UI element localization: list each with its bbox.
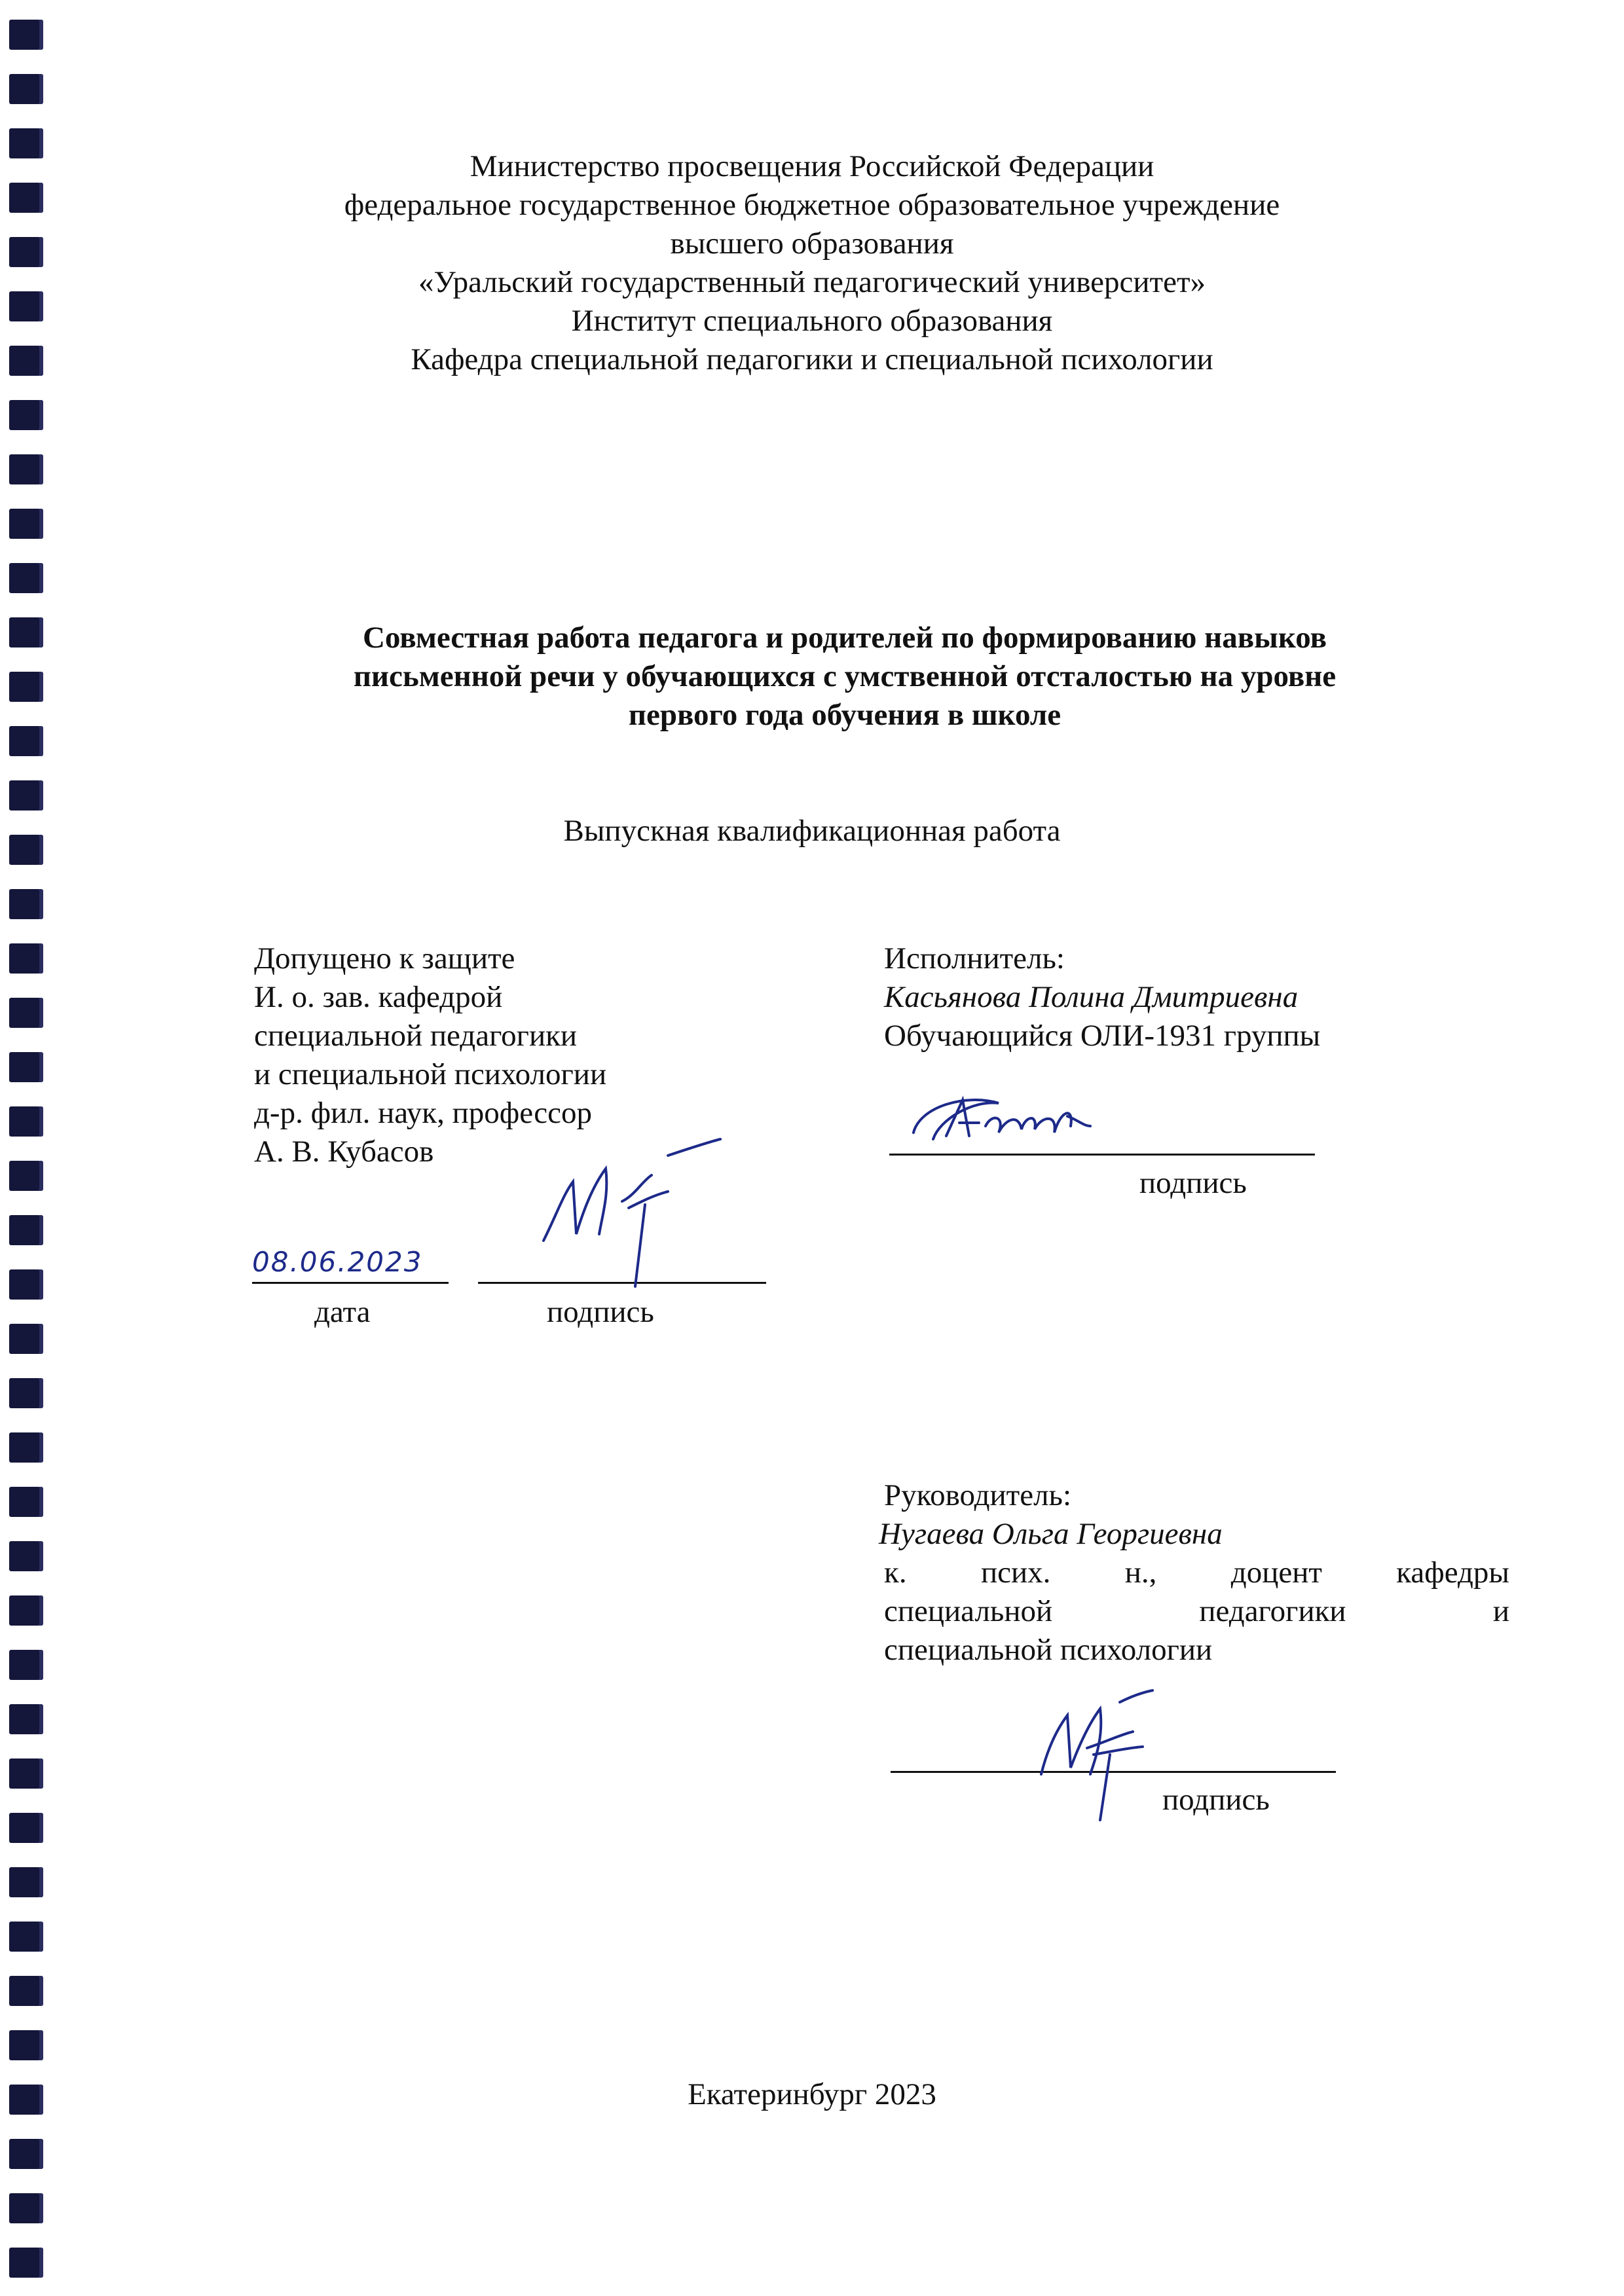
binding-hole: [9, 1269, 43, 1300]
binding-hole: [9, 1976, 43, 2006]
binding-hole: [9, 672, 43, 702]
university-name: «Уральский государственный педагогический университет»: [418, 265, 1206, 299]
binding-hole: [9, 1922, 43, 1952]
binding-hole: [9, 1867, 43, 1897]
city-year: Екатеринбург 2023: [688, 2077, 936, 2111]
title-line-1: Совместная работа педагога и родителей по формированию навыков: [362, 621, 1327, 655]
admission-degree: д-р. фил. наук, профессор: [254, 1096, 592, 1130]
ministry-line: Министерство просвещения Российской Федерации: [470, 149, 1154, 183]
date-line: [252, 1282, 449, 1284]
binding-hole: [9, 563, 43, 593]
binding-hole: [9, 1487, 43, 1517]
admission-block: [254, 939, 606, 1171]
admission-department-1: специальной педагогики: [254, 1019, 578, 1053]
binding-hole: [9, 1704, 43, 1734]
binding-hole: [9, 889, 43, 919]
binding-hole: [9, 509, 43, 539]
binding-hole: [9, 943, 43, 974]
executor-signature: [907, 1087, 1103, 1159]
supervisor-signature-label: подпись: [1162, 1783, 1270, 1817]
binding-hole: [9, 2030, 43, 2060]
supervisor-signature: [1022, 1696, 1166, 1827]
executor-block: [884, 939, 1320, 1055]
supervisor-block: [879, 1476, 1509, 1669]
binding-hole: [9, 1432, 43, 1463]
title-line-3: первого года обучения в школе: [628, 698, 1061, 732]
title-line-2: письменной речи у обучающихся с умственной отсталостью на уровне: [353, 659, 1337, 693]
work-type: Выпускная квалификационная работа: [563, 814, 1061, 848]
binding-hole: [9, 1650, 43, 1680]
admission-department-2: и специальной психологии: [254, 1057, 607, 1091]
binding-hole: [9, 20, 43, 50]
binding-hole: [9, 2139, 43, 2169]
binding-hole: [9, 726, 43, 756]
binding-hole: [9, 1324, 43, 1354]
binding-hole: [9, 1758, 43, 1789]
binding-hole: [9, 1595, 43, 1626]
admission-person: А. В. Кубасов: [254, 1135, 434, 1169]
binding-hole: [9, 2193, 43, 2223]
admission-heading: Допущено к защите: [254, 941, 515, 975]
admission-position: И. о. зав. кафедрой: [254, 980, 503, 1014]
education-level-line: высшего образования: [670, 227, 954, 261]
supervisor-title-line-3: специальной психологии: [884, 1633, 1213, 1667]
institution-type-line: федеральное государственное бюджетное образовательное учреждение: [344, 188, 1280, 222]
department-name: Кафедра специальной педагогики и специальной психологии: [411, 342, 1213, 376]
binding-hole: [9, 1541, 43, 1571]
institution-header: [0, 147, 1624, 379]
binding-hole: [9, 998, 43, 1028]
thesis-title: [216, 619, 1473, 735]
binding-hole: [9, 1106, 43, 1137]
supervisor-title-word: н.,: [1124, 1556, 1157, 1590]
executor-name: Касьянова Полина Дмитриевна: [884, 980, 1299, 1014]
institute-name: Институт специального образования: [571, 304, 1053, 338]
supervisor-name: Нугаева Ольга Георгиевна: [879, 1517, 1223, 1551]
binding-hole: [9, 400, 43, 430]
binding-hole: [9, 1161, 43, 1191]
admission-signature: [537, 1142, 733, 1313]
binding-hole: [9, 780, 43, 811]
supervisor-title-line-1: [884, 1554, 1509, 1592]
date-label: дата: [314, 1295, 371, 1329]
supervisor-title-word: псих.: [980, 1556, 1051, 1590]
supervisor-title-word: и: [1492, 1594, 1509, 1628]
binding-hole: [9, 617, 43, 647]
binding-hole: [9, 1378, 43, 1408]
executor-label: Исполнитель:: [884, 941, 1065, 975]
binding-hole: [9, 2248, 43, 2278]
supervisor-label: Руководитель:: [884, 1478, 1072, 1512]
binding-hole: [9, 1052, 43, 1082]
binding-hole: [9, 454, 43, 484]
admission-signature-label: подпись: [547, 1295, 654, 1329]
supervisor-title-line-2: [884, 1592, 1509, 1631]
executor-group: Обучающийся ОЛИ-1931 группы: [884, 1019, 1321, 1053]
supervisor-title-word: специальной: [884, 1594, 1053, 1628]
binding-hole: [9, 1813, 43, 1843]
supervisor-title-word: педагогики: [1199, 1594, 1346, 1628]
supervisor-title-word: кафедры: [1396, 1556, 1509, 1590]
binding-hole: [9, 1215, 43, 1245]
supervisor-title-word: к.: [884, 1556, 907, 1590]
executor-signature-label: подпись: [1139, 1166, 1247, 1200]
handwritten-date: 08.06.2023: [252, 1246, 423, 1278]
supervisor-title-word: доцент: [1230, 1556, 1322, 1590]
binding-hole: [9, 74, 43, 104]
